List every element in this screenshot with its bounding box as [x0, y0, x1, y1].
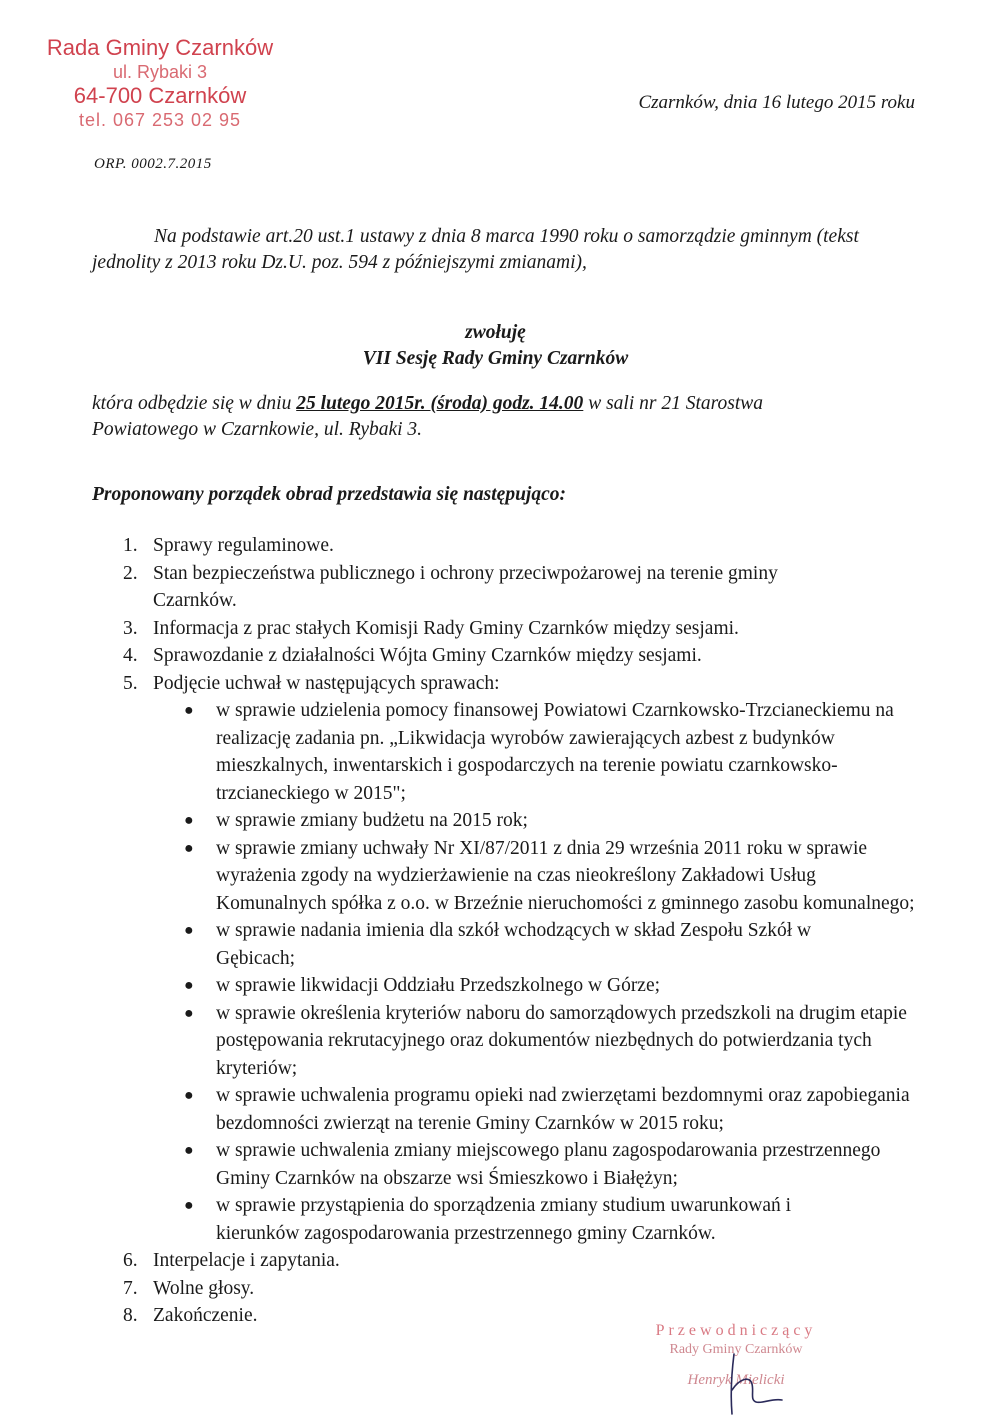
agenda-item-text: Stan bezpieczeństwa publicznego i ochrony przeciwpożarowej na terenie gminy Czarnków.: [153, 562, 778, 611]
legal-basis-line-2: jednolity z 2013 roku Dz.U. poz. 594 z późniejszymi zmianami),: [92, 252, 587, 273]
resolution-text: w sprawie uchwalenia programu opieki nad zwierzętami bezdomnymi oraz zapobiegania bezdomności zwierząt na terenie Gminy Czarnków w 2015 roku;: [216, 1085, 910, 1134]
bullet-icon: ●: [184, 1142, 194, 1159]
agenda-item-number: 2.: [123, 562, 138, 584]
agenda-item: [92, 615, 922, 643]
resolution-item: [184, 1192, 922, 1247]
bullet-icon: ●: [184, 1087, 194, 1104]
session-details: [92, 391, 912, 443]
bullet-icon: ●: [184, 1197, 194, 1214]
resolution-text: w sprawie nadania imienia dla szkół wchodzących w skład Zespołu Szkół w Gębicach;: [216, 920, 812, 969]
bullet-icon: ●: [184, 839, 194, 857]
legal-basis: [92, 224, 912, 276]
chairman-name: Henryk Mielicki: [687, 1372, 785, 1388]
stamp-line-phone: tel. 067 253 02 95: [78, 110, 242, 130]
agenda-list: [92, 532, 922, 1330]
document-date: Czarnków, dnia 16 lutego 2015 roku: [638, 92, 915, 113]
chairman-body: Rady Gminy Czarnków: [669, 1342, 803, 1357]
agenda-item-text: Zakończenie.: [153, 1305, 258, 1326]
agenda-item-number: 3.: [123, 617, 138, 639]
bullet-icon: ●: [184, 1004, 194, 1022]
agenda-item: [92, 642, 922, 670]
agenda-item-number: 5.: [123, 672, 138, 694]
reference-number: ORP. 0002.7.2015: [94, 156, 212, 172]
session-prefix: która odbędzie się w dniu: [92, 393, 297, 414]
agenda-item: [92, 1247, 922, 1275]
agenda-item-text: Sprawy regulaminowe.: [153, 535, 334, 556]
session-datetime: 25 lutego 2015r. (środa) godz. 14.00: [296, 393, 584, 414]
bullet-icon: ●: [184, 702, 194, 719]
resolution-item: [184, 1000, 922, 1083]
agenda-item-text: Interpelacje i zapytania.: [153, 1250, 340, 1271]
resolution-text: w sprawie uchwalenia zmiany miejscowego planu zagospodarowania przestrzennego Gminy Czarnków na obszarze wsi Śmieszkowo i Białężyn;: [216, 1140, 881, 1189]
resolution-text: w sprawie przystąpienia do sporządzenia zmiany studium uwarunkowań i kierunków zagospodarowania przestrzennego gminy Czarnków.: [216, 1195, 792, 1244]
agenda-item-number: 4.: [123, 645, 138, 666]
stamp-line-city: 64-700 Czarnków: [73, 83, 247, 108]
convocation-heading: [0, 320, 991, 372]
session-name: VII Sesję Rady Gminy Czarnków: [362, 348, 629, 369]
agenda-item-number: 8.: [123, 1305, 138, 1326]
convocation-verb: zwołuję: [465, 322, 526, 343]
resolution-item: [184, 835, 922, 918]
resolution-list: [184, 697, 922, 1247]
agenda-item-number: 7.: [123, 1277, 138, 1299]
resolution-text: w sprawie zmiany budżetu na 2015 rok;: [216, 810, 528, 831]
resolution-text: w sprawie określenia kryteriów naboru do samorządowych przedszkoli na drugim etapie postępowania rekrutacyjnego oraz dokumentów niezbędnych do potwierdzania tych kryteriów;: [216, 1002, 907, 1079]
session-details-line-1: [92, 391, 912, 417]
agenda-item: [92, 1275, 922, 1303]
resolution-text: w sprawie udzielenia pomocy finansowej Powiatowi Czarnkowsko-Trzcianeckiemu na realizację zadania pn. „Likwidacja wyrobów zawierających azbest z budynków mieszkalnych, inwentarskich i gospodarczych na terenie powiatu czarnkowsko-trzcianeckiego w 2015";: [216, 700, 894, 804]
legal-basis-line-1: Na podstawie art.20 ust.1 ustawy z dnia 8 marca 1990 roku o samorządzie gminnym (tekst: [154, 226, 859, 247]
council-stamp: [40, 36, 280, 132]
agenda-item-number: 6.: [123, 1250, 138, 1271]
resolution-item: [184, 807, 922, 835]
session-details-line-2: Powiatowego w Czarnkowie, ul. Rybaki 3.: [92, 419, 423, 440]
agenda-item-text: Wolne głosy.: [153, 1277, 255, 1299]
agenda-item-text: Informacja z prac stałych Komisji Rady Gminy Czarnków między sesjami.: [153, 617, 739, 639]
bullet-icon: ●: [184, 922, 194, 939]
agenda-item: [92, 560, 922, 615]
chairman-title: Przewodniczący: [655, 1322, 817, 1339]
resolution-item: [184, 917, 922, 972]
resolution-item: [184, 1137, 922, 1192]
resolution-item: [184, 972, 922, 1000]
bullet-icon: ●: [184, 977, 194, 994]
agenda-heading: Proponowany porządek obrad przedstawia się następująco:: [92, 484, 566, 505]
agenda-item: [92, 532, 922, 560]
resolution-item: [184, 697, 922, 807]
stamp-line-street: ul. Rybaki 3: [112, 62, 208, 82]
agenda-item: [92, 670, 922, 698]
bullet-icon: ●: [184, 812, 194, 829]
agenda-item-text: Podjęcie uchwał w następujących sprawach:: [153, 672, 500, 694]
session-suffix: w sali nr 21 Starostwa: [583, 393, 764, 414]
resolution-text: w sprawie likwidacji Oddziału Przedszkolnego w Górze;: [216, 975, 661, 996]
resolution-text: w sprawie zmiany uchwały Nr XI/87/2011 z dnia 29 września 2011 roku w sprawie wyrażenia zgody na wydzierżawienie na czas nieokreślony Zakładowi Usług Komunalnych spółka z o.o. w Brzeźnie nieruchomości z gminnego zasobu komunalnego;: [216, 837, 915, 914]
handwritten-signature-icon: [720, 1350, 790, 1420]
agenda-item-number: 1.: [123, 535, 138, 556]
stamp-line-council: Rada Gminy Czarnków: [46, 35, 274, 60]
resolution-item: [184, 1082, 922, 1137]
agenda-item-text: Sprawozdanie z działalności Wójta Gminy Czarnków między sesjami.: [153, 645, 702, 666]
